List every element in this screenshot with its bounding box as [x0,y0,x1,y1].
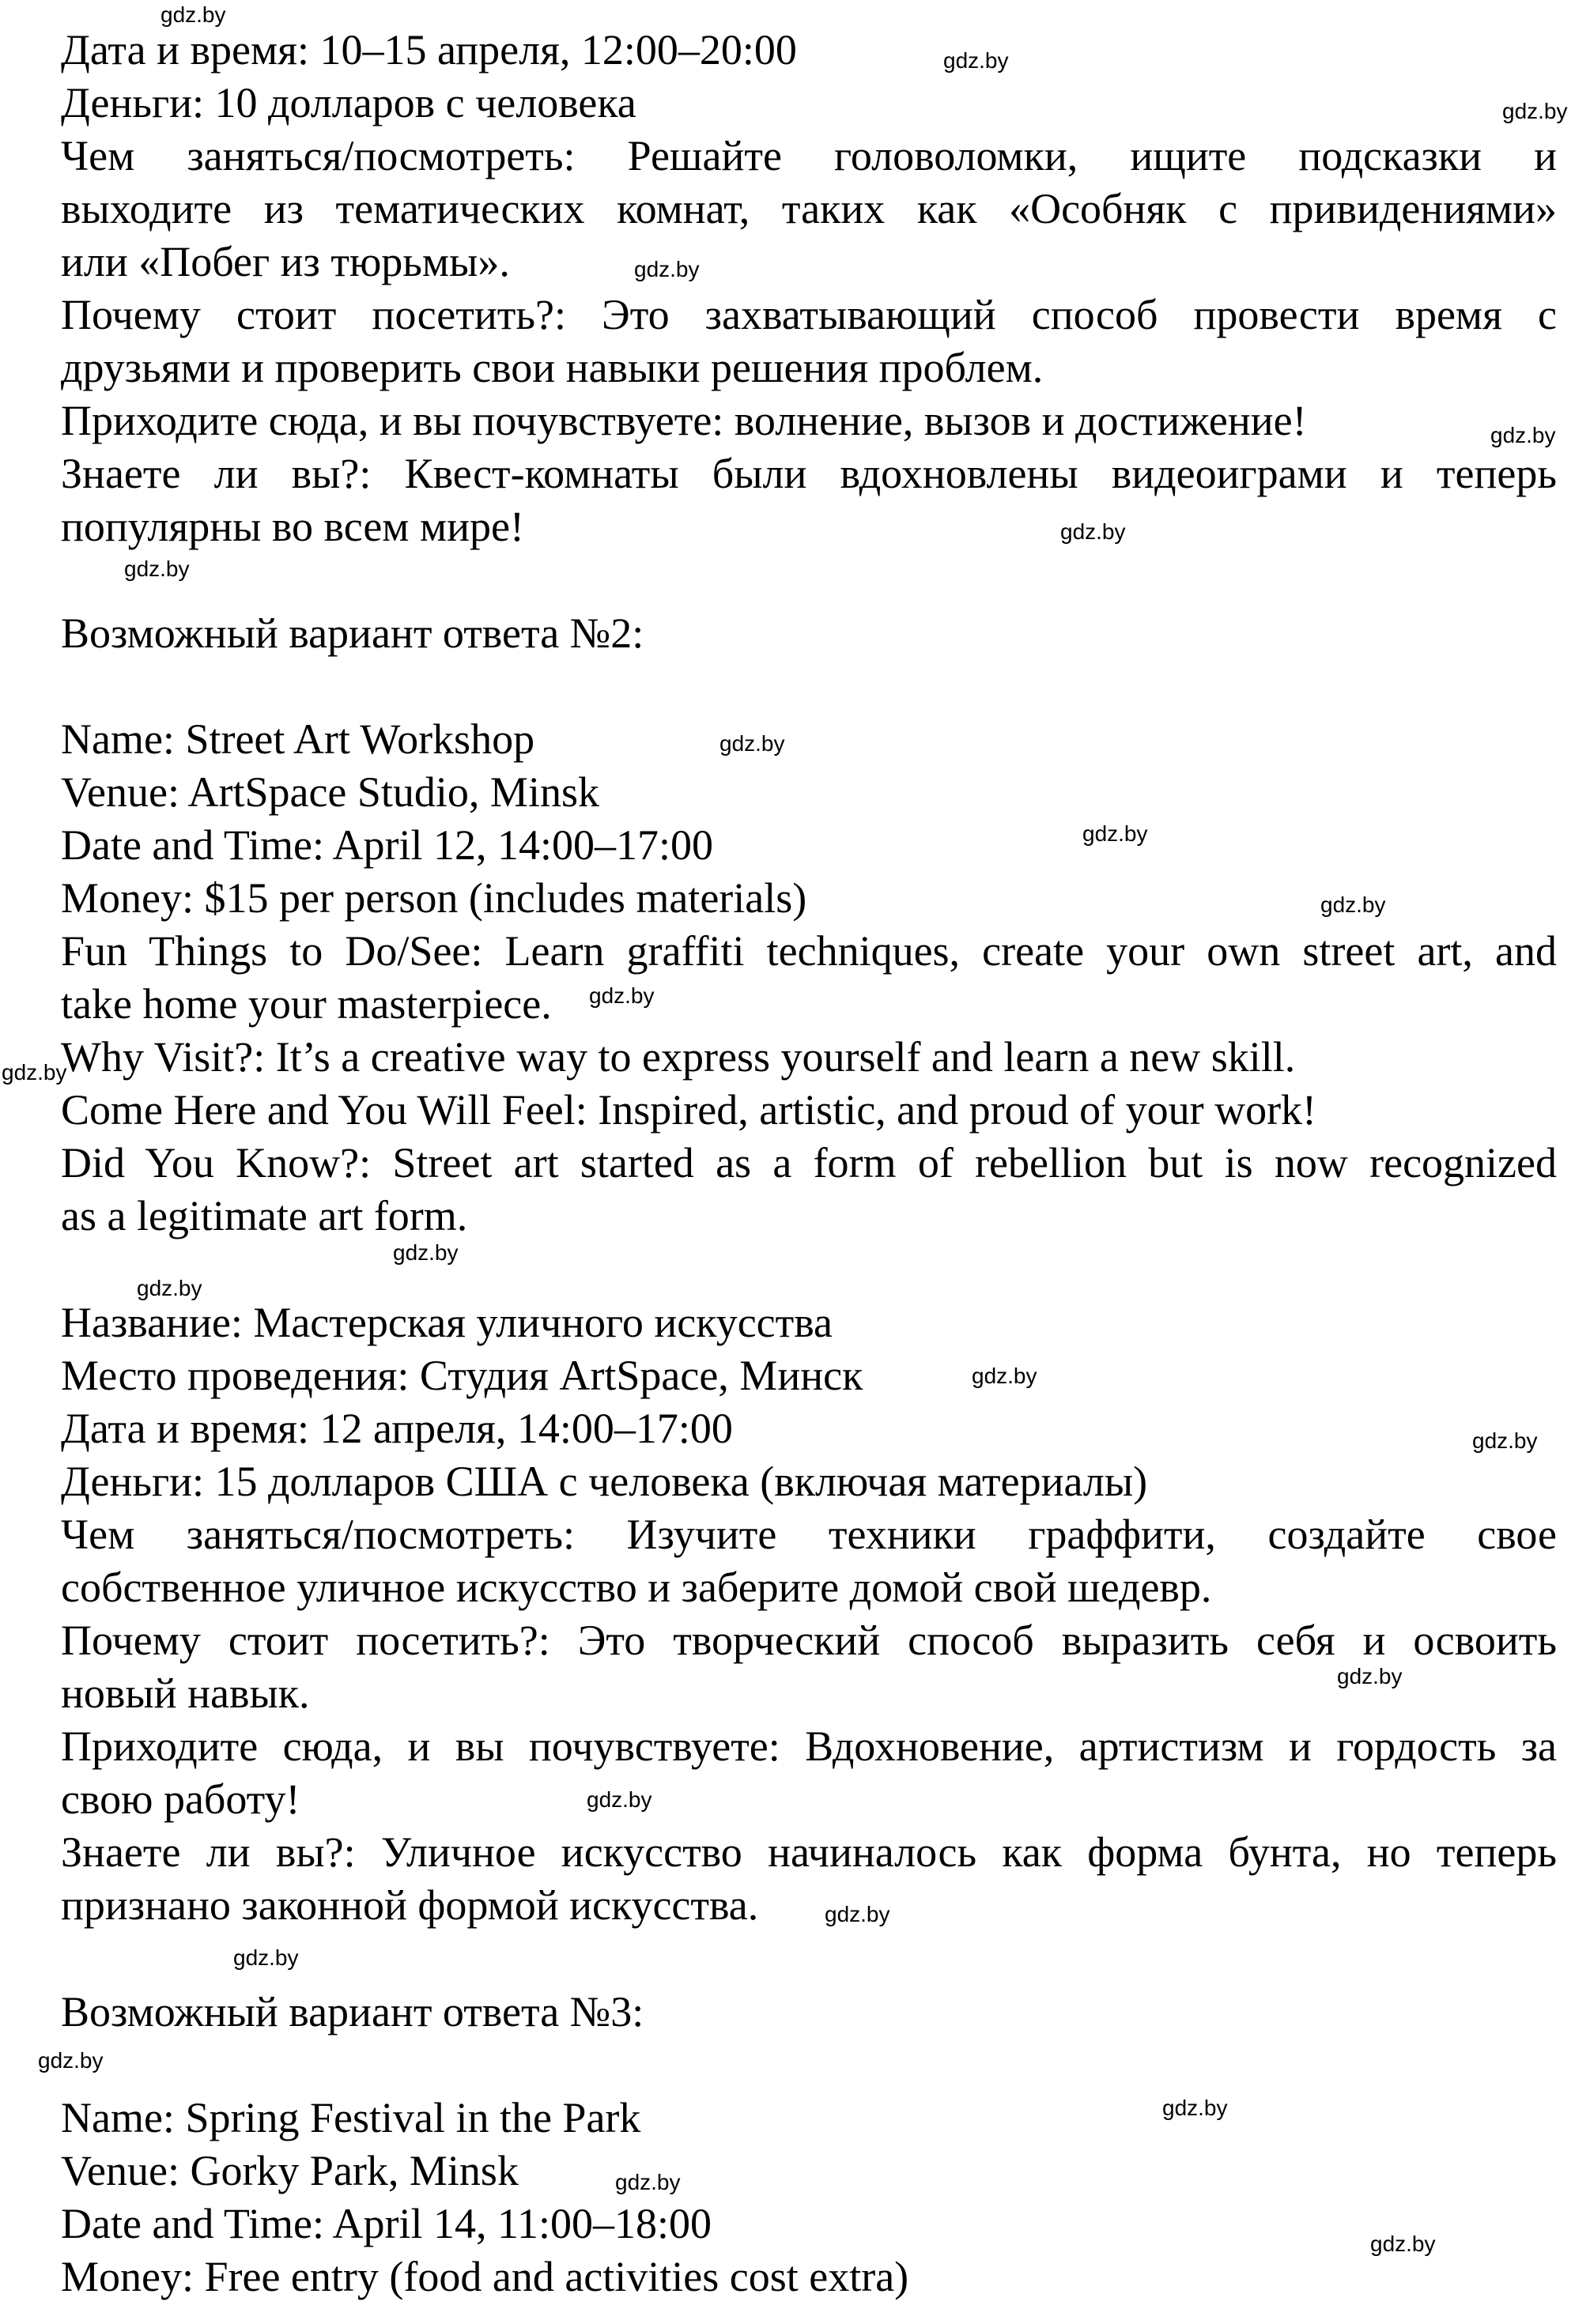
text-line: популярны во всем мире! [61,503,524,550]
text-line: новый навык. [61,1669,310,1717]
text-line: take home your masterpiece. [61,980,552,1028]
watermark: gdz.by [1162,2096,1228,2120]
text-line: Why Visit?: It’s a creative way to express yourself and learn a new skill. [61,1033,1296,1081]
watermark: gdz.by [2,1060,67,1085]
text-line: Приходите сюда, и вы почувствуете: Вдохновение, артистизм и гордость за [61,1722,1557,1770]
watermark: gdz.by [124,556,190,581]
text-line: Приходите сюда, и вы почувствуете: волнение, вызов и достижение! [61,397,1307,444]
text-line: Знаете ли вы?: Квест-комнаты были вдохновлены видеоиграми и теперь [61,450,1557,497]
text-line: Чем заняться/посмотреть: Решайте головоломки, ищите подсказки и [61,132,1557,179]
text-line: Name: Spring Festival in the Park [61,2094,641,2141]
text-line: Did You Know?: Street art started as a form of rebellion but is now recognized [61,1139,1557,1187]
watermark: gdz.by [1472,1428,1538,1453]
watermark: gdz.by [825,1902,890,1926]
text-line: или «Побег из тюрьмы». [61,238,510,285]
text-line: Дата и время: 12 апреля, 14:00–17:00 [61,1405,733,1452]
text-line: Name: Street Art Workshop [61,715,535,763]
text-line: Money: Free entry (food and activities cost extra) [61,2253,909,2300]
text-line: Почему стоит посетить?: Это захватывающий способ провести время с [61,291,1557,338]
text-line: Venue: ArtSpace Studio, Minsk [61,768,599,816]
text-line: Место проведения: Студия ArtSpace, Минск [61,1352,863,1399]
text-line: Почему стоит посетить?: Это творческий способ выразить себя и освоить [61,1617,1557,1664]
watermark: gdz.by [1082,821,1148,846]
watermark: gdz.by [589,983,655,1008]
watermark: gdz.by [38,2048,104,2073]
watermark: gdz.by [943,48,1009,73]
watermark: gdz.by [1490,423,1556,447]
watermark: gdz.by [615,2170,681,2194]
text-line: признано законной формой искусства. [61,1881,759,1929]
watermark: gdz.by [1337,1664,1403,1688]
watermark: gdz.by [393,1240,459,1265]
watermark: gdz.by [634,257,700,281]
text-line: Дата и время: 10–15 апреля, 12:00–20:00 [61,26,797,74]
text-line: Date and Time: April 12, 14:00–17:00 [61,821,714,869]
answer-heading-2: Возможный вариант ответа №2: [61,609,644,657]
watermark: gdz.by [233,1945,299,1970]
answer-heading-3: Возможный вариант ответа №3: [61,1988,644,2035]
watermark: gdz.by [1502,99,1568,123]
text-line: Fun Things to Do/See: Learn graffiti techniques, create your own street art, and [61,927,1557,975]
watermark: gdz.by [1320,892,1386,917]
text-line: Деньги: 10 долларов с человека [61,79,636,126]
text-line: собственное уличное искусство и заберите домой свой шедевр. [61,1564,1212,1611]
text-line: выходите из тематических комнат, таких как «Особняк с привидениями» [61,185,1557,232]
watermark: gdz.by [137,1276,202,1300]
watermark: gdz.by [972,1364,1037,1388]
watermark: gdz.by [1060,519,1126,544]
text-line: свою работу! [61,1775,300,1823]
text-line: друзьями и проверить свои навыки решения проблем. [61,344,1044,391]
text-line: Знаете ли вы?: Уличное искусство начиналось как форма бунта, но теперь [61,1828,1557,1876]
text-line: as a legitimate art form. [61,1192,468,1239]
watermark: gdz.by [719,731,785,756]
watermark: gdz.by [1370,2232,1436,2256]
text-line: Чем заняться/посмотреть: Изучите техники граффити, создайте свое [61,1511,1557,1558]
watermark: gdz.by [587,1787,652,1812]
text-line: Come Here and You Will Feel: Inspired, artistic, and proud of your work! [61,1086,1317,1134]
watermark: gdz.by [161,2,226,27]
text-line: Date and Time: April 14, 11:00–18:00 [61,2200,712,2247]
text-line: Venue: Gorky Park, Minsk [61,2147,519,2194]
text-line: Деньги: 15 долларов США с человека (включая материалы) [61,1458,1148,1505]
text-line: Название: Мастерская уличного искусства [61,1299,833,1346]
text-line: Money: $15 per person (includes materials) [61,874,807,922]
